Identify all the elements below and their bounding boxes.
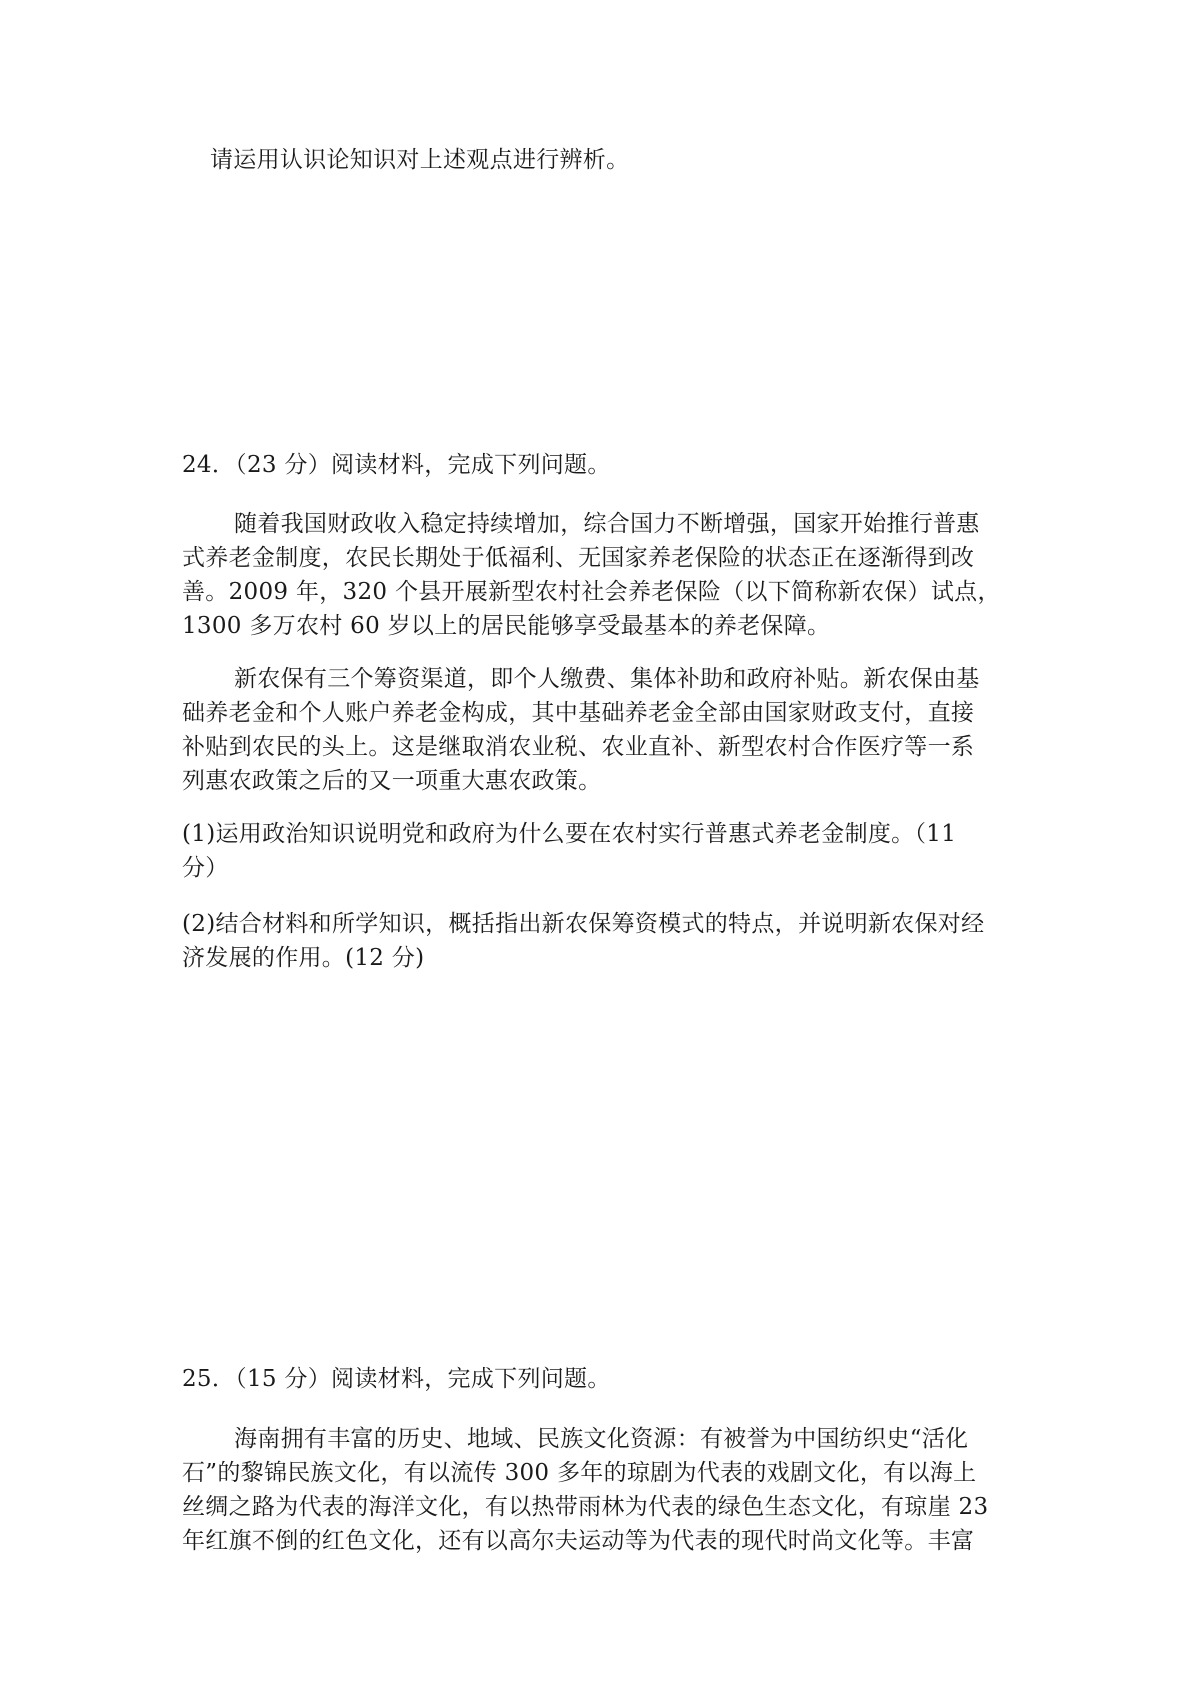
q25-heading: 25．（15 分）阅读材料，完成下列问题。 [182, 1366, 611, 1392]
q24-paragraph-1 [182, 507, 1001, 643]
q24-sub-question-1 [182, 817, 956, 885]
q24-paragraph-2 [182, 662, 980, 798]
text-line: (2)结合材料和所学知识，概括指出新农保筹资模式的特点，并说明新农保对经 [182, 911, 985, 937]
text-line: (1)运用政治知识说明党和政府为什么要在农村实行普惠式养老金制度。（11 [182, 821, 957, 847]
text-line: 补贴到农民的头上。这是继取消农业税、农业直补、新型农村合作医疗等一系 [182, 734, 975, 760]
text-line: 新农保有三个筹资渠道，即个人缴费、集体补助和政府补贴。新农保由基 [234, 666, 980, 692]
text-line: 石”的黎锦民族文化，有以流传 300 多年的琼剧为代表的戏剧文化，有以海上 [182, 1460, 977, 1486]
text-line: 列惠农政策之后的又一项重大惠农政策。 [182, 768, 602, 794]
text-line: 海南拥有丰富的历史、地域、民族文化资源：有被誉为中国纺织史“活化 [234, 1426, 969, 1452]
text-line: 分） [182, 855, 229, 881]
text-line: 础养老金和个人账户养老金构成，其中基础养老金全部由国家财政支付，直接 [182, 700, 975, 726]
text-line: 式养老金制度，农民长期处于低福利、无国家养老保险的状态正在逐渐得到改 [182, 545, 975, 571]
q24-heading: 24．（23 分）阅读材料，完成下列问题。 [182, 452, 611, 478]
text-line: 丝绸之路为代表的海洋文化，有以热带雨林为代表的绿色生态文化，有琼崖 23 [182, 1494, 989, 1520]
prompt-line: 请运用认识论知识对上述观点进行辨析。 [210, 147, 630, 173]
q24-sub-question-2 [182, 907, 984, 975]
text-line: 济发展的作用。(12 分) [182, 945, 425, 971]
text-line: 年红旗不倒的红色文化，还有以高尔夫运动等为代表的现代时尚文化等。丰富 [182, 1528, 975, 1554]
text-line: 善。2009 年，320 个县开展新型农村社会养老保险（以下简称新农保）试点， [182, 579, 1001, 605]
text-line: 随着我国财政收入稳定持续增加，综合国力不断增强，国家开始推行普惠 [234, 511, 980, 537]
q25-paragraph-1 [182, 1422, 988, 1558]
text-line: 1300 多万农村 60 岁以上的居民能够享受最基本的养老保障。 [182, 613, 831, 639]
